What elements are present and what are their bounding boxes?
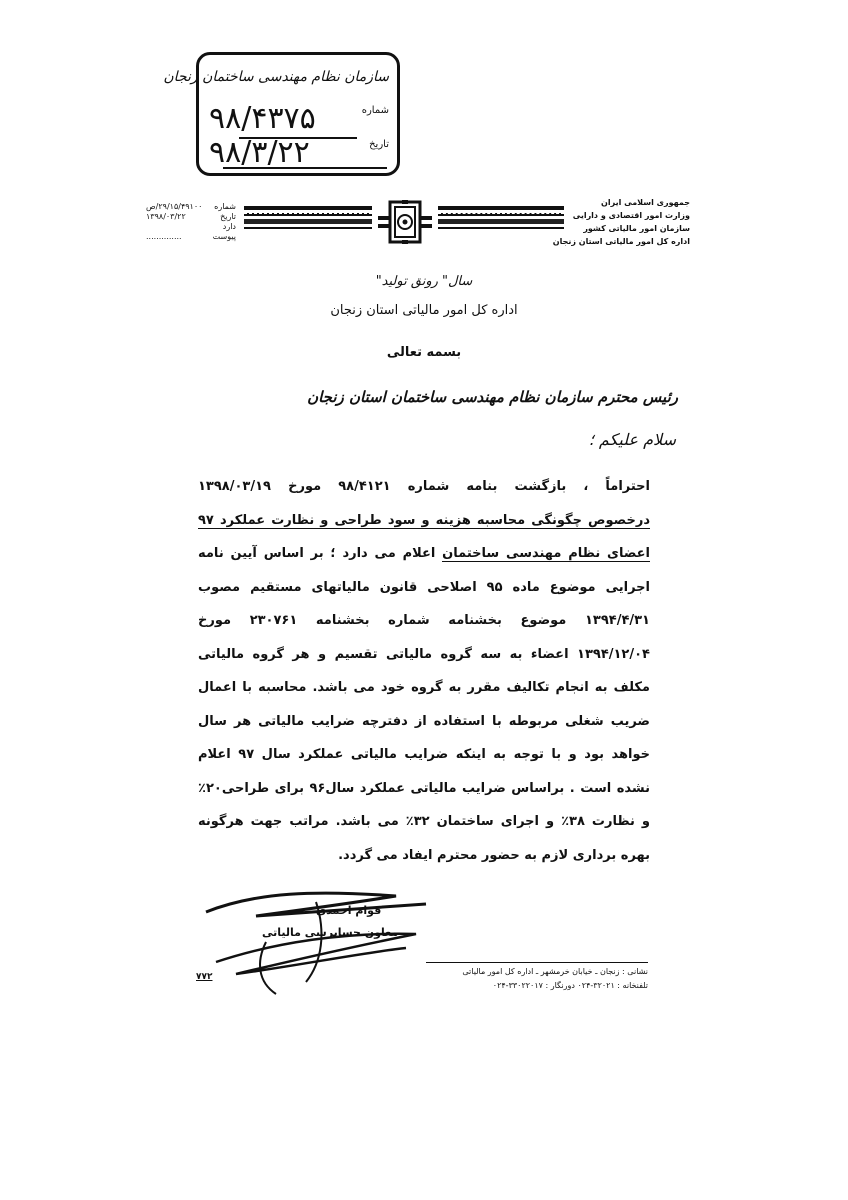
footer-contact: [426, 962, 648, 993]
letter-reference-block: شماره ۲۹/۱۵/۴۹۱۰۰/ص تاریخ ۱۳۹۸/۰۳/۲۲ دارد پیوست ..............: [146, 202, 236, 241]
ministry-letterhead: [553, 196, 690, 248]
body-line: مکلف به انجام تکالیف مقرر به گروه خود می باشد. محاسبه با اعمال: [198, 680, 650, 695]
body-line: ضریب شغلی مربوطه با استفاده از دفترچه ضرایب مالیاتی هر سال: [198, 713, 650, 729]
letterhead-line: وزارت امور اقتصادی و دارایی: [572, 211, 690, 220]
ref-date-label: تاریخ: [220, 212, 236, 221]
ref-attachment-label: پیوست: [212, 232, 236, 241]
body-line: خواهد بود و با توجه به اینکه ضرایب مالیاتی عملکرد سال ۹۷ اعلام: [198, 747, 650, 762]
ref-number-label: شماره: [214, 202, 236, 211]
body-line: ۱۳۹۴/۱۲/۰۴ اعضاء به سه گروه مالیاتی تقسیم و هر گروه مالیاتی: [198, 646, 650, 662]
body-line: احتراماً ، بازگشت بنامه شماره ۹۸/۴۱۲۱ مورخ ۱۳۹۸/۰۳/۱۹: [198, 479, 650, 494]
body-line: اجرایی موضوع ماده ۹۵ اصلاحی قانون مالیاتهای مستقیم مصوب: [198, 579, 650, 595]
footer-address: نشانی : زنجان ـ خیابان خرمشهر ـ اداره کل امور مالیاتی: [426, 962, 648, 979]
ref-number: ۲۹/۱۵/۴۹۱۰۰/ص: [146, 202, 203, 211]
registration-stamp: [163, 52, 400, 176]
header-band-right: [438, 206, 564, 232]
body-line: [198, 537, 650, 571]
body-line: و نظارت ۳۸٪ و اجرای ساختمان ۳۲٪ می باشد. مراتب جهت هرگونه: [198, 814, 650, 829]
year-motto: سال" رونق تولید": [375, 274, 473, 289]
body-line: نشده است . براساس ضرایب مالیاتی عملکرد سال۹۶ برای طراحی۲۰٪: [198, 780, 650, 796]
tax-organization-emblem-icon: [376, 200, 434, 244]
signatory-name: قوام احمدی: [316, 904, 382, 917]
stamp-number: ۹۸/۴۳۷۵: [209, 101, 316, 136]
body-line: بهره برداری لازم به حضور محترم ایفاد می گردد.: [338, 847, 650, 863]
letterhead-line: جمهوری اسلامی ایران: [601, 198, 690, 207]
signature-scribble-icon: [196, 882, 436, 1002]
signatory-title: معاون حسابرسی مالیاتی: [262, 926, 399, 939]
basmala: بسمه تعالی: [386, 345, 462, 360]
footer-phones: تلفنخانه : ۳۲۰۲۱-۰۲۴ دورنگار : ۳۳۰۲۲۰۱۷-۰۲۴: [492, 981, 648, 990]
ref-date: ۱۳۹۸/۰۳/۲۲: [146, 212, 186, 221]
greeting: سلام علیکم ؛: [588, 430, 676, 449]
body-underlined-text: اعضای نظام مهندسی ساختمان: [442, 546, 650, 561]
stamp-number-label: شماره: [361, 105, 389, 116]
letterhead-line: اداره کل امور مالیاتی استان زنجان: [552, 237, 690, 246]
stamp-divider: [223, 167, 387, 169]
stamp-organization: سازمان نظام مهندسی ساختمان زنجان: [163, 69, 389, 85]
letter-body: [198, 470, 650, 872]
body-text: اعلام می دارد ؛ بر اساس آیین نامه: [198, 546, 443, 561]
ref-attachment-value: دارد: [222, 222, 236, 231]
header-band-left: [244, 206, 372, 232]
letterhead-line: سازمان امور مالیاتی کشور: [583, 224, 690, 233]
stamp-date: ۹۸/۳/۲۲: [209, 135, 310, 170]
body-line: [198, 504, 650, 538]
body-underlined-text: درخصوص چگونگی محاسبه هزینه و سود طراحی و نظارت عملکرد ۹۷: [198, 512, 650, 528]
body-line: ۱۳۹۴/۴/۳۱ موضوع بخشنامه شماره بخشنامه ۲۳۰۷۶۱ مورخ: [198, 613, 650, 628]
department-title: اداره کل امور مالیاتی استان زنجان: [330, 303, 518, 318]
recipient-line: رئیس محترم سازمان نظام مهندسی ساختمان استان زنجان: [307, 388, 678, 406]
stamp-date-label: تاریخ: [369, 139, 389, 150]
page-code: ۷۷۲: [196, 972, 213, 982]
